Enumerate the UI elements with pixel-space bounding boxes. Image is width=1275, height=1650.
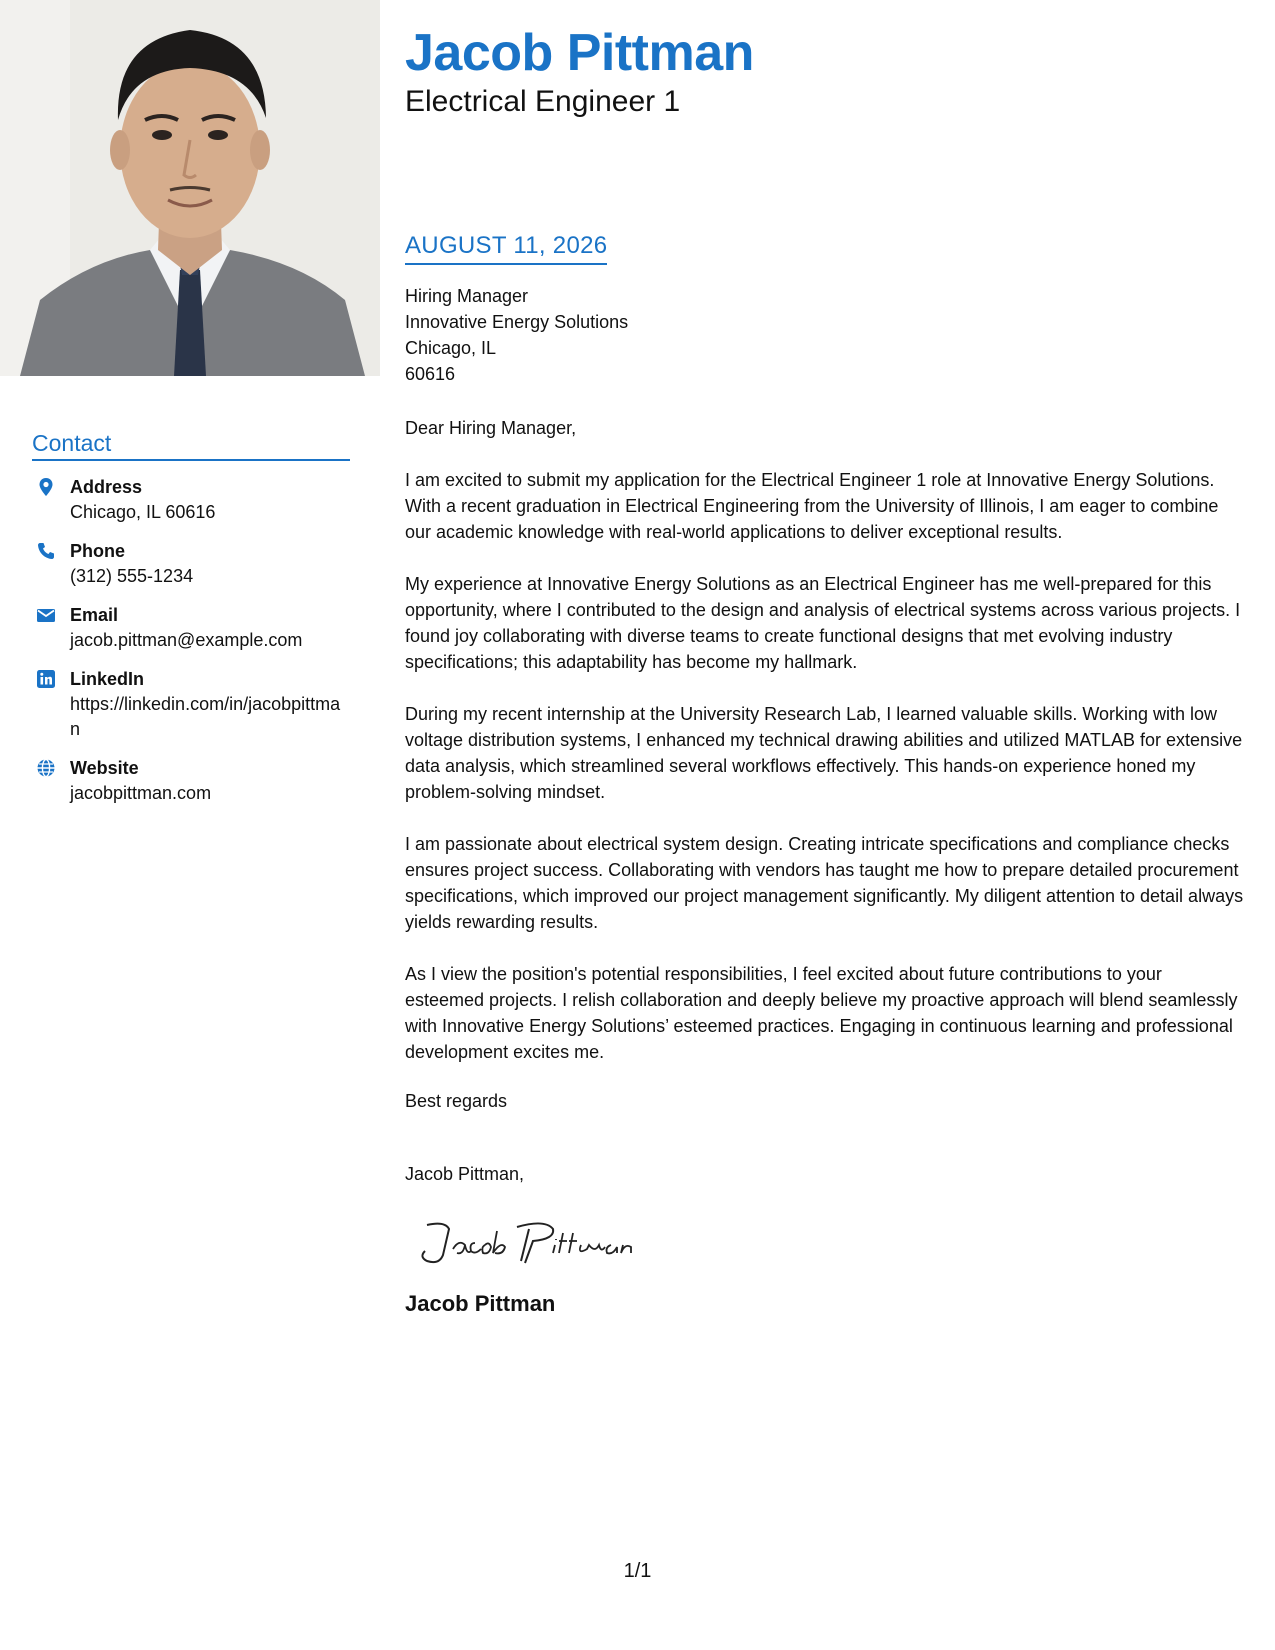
recipient-address: [405, 283, 1245, 387]
portrait-illustration: [0, 0, 380, 376]
linkedin-icon: [36, 669, 56, 689]
letter-date-block: [405, 232, 607, 265]
phone-icon: [36, 541, 56, 561]
letter-date: AUGUST 11, 2026: [405, 232, 608, 259]
salutation: Dear Hiring Manager,: [405, 418, 577, 438]
page-number: 1/1: [623, 1560, 652, 1582]
signoff: Jacob Pittman,: [405, 1164, 525, 1184]
website-link[interactable]: jacobpittman.com: [70, 783, 212, 803]
location-pin-icon: [36, 477, 56, 497]
recipient-line: Chicago, IL: [405, 338, 497, 358]
globe-icon: [36, 758, 56, 778]
contact-email[interactable]: [32, 603, 350, 653]
contact-value: Chicago, IL 60616: [70, 502, 216, 522]
contact-label: LinkedIn: [70, 669, 145, 689]
body-paragraph: As I view the position's potential responsibilities, I feel excited about future contributions to your esteemed projects. I relish collaboration and deeply believe my proactive approach will blend seamlessly with Innovative Energy Solutions’ esteemed practices. Engaging in continuous learning and professional development excites me.: [405, 964, 1238, 1062]
contact-phone: [32, 539, 350, 589]
applicant-name: Jacob Pittman: [405, 24, 754, 82]
contact-label: Email: [70, 605, 119, 625]
recipient-line: Hiring Manager: [405, 286, 529, 306]
body-paragraph: My experience at Innovative Energy Solutions as an Electrical Engineer has me well-prepared for this opportunity, where I contributed to the design and analysis of electrical systems across various projects. I found joy collaborating with diverse teams to create functional designs that met evolving industry specifications; this adaptability has become my hallmark.: [405, 574, 1241, 672]
contact-label: Website: [70, 758, 139, 778]
recipient-line: 60616: [405, 364, 456, 384]
closing: Best regards: [405, 1091, 508, 1111]
recipient-line: Innovative Energy Solutions: [405, 312, 629, 332]
contact-website[interactable]: [32, 756, 350, 806]
contact-label: Phone: [70, 541, 126, 561]
handwritten-signature: [405, 1211, 1245, 1271]
email-icon: [36, 605, 56, 625]
email-link[interactable]: jacob.pittman@example.com: [70, 630, 303, 650]
contact-label: Address: [70, 477, 143, 497]
letter-main: [405, 22, 1245, 1317]
body-paragraph: I am passionate about electrical system design. Creating intricate specifications and compliance checks ensures project success. Collaborating with vendors has taught me how to prepare detailed procurement specifications, which improved our project management significantly. My diligent attention to detail always yields rewarding results.: [405, 834, 1244, 932]
signed-name: Jacob Pittman: [405, 1291, 556, 1316]
contact-value: (312) 555-1234: [70, 566, 194, 586]
profile-photo: [0, 0, 380, 376]
body-paragraph: I am excited to submit my application for the Electrical Engineer 1 role at Innovative Energy Solutions. With a recent graduation in Electrical Engineering from the University of Illinois, I am eager to combine our academic knowledge with real-world applications to deliver exceptional results.: [405, 470, 1219, 542]
linkedin-link[interactable]: https://linkedin.com/in/jacobpittman: [70, 694, 341, 739]
applicant-role: Electrical Engineer 1: [405, 85, 681, 118]
contact-address: [32, 475, 350, 525]
contact-heading: Contact: [32, 430, 350, 461]
signature-image: [405, 1211, 665, 1271]
contact-linkedin[interactable]: [32, 667, 350, 742]
contact-sidebar: [32, 430, 350, 806]
body-paragraph: During my recent internship at the University Research Lab, I learned valuable skills. Working with low voltage distribution systems, I enhanced my technical drawing abilities and utilized MATLAB for extensive data analysis, which streamlined several workflows effectively. This hands-on experience honed my problem-solving mindset.: [405, 704, 1243, 802]
